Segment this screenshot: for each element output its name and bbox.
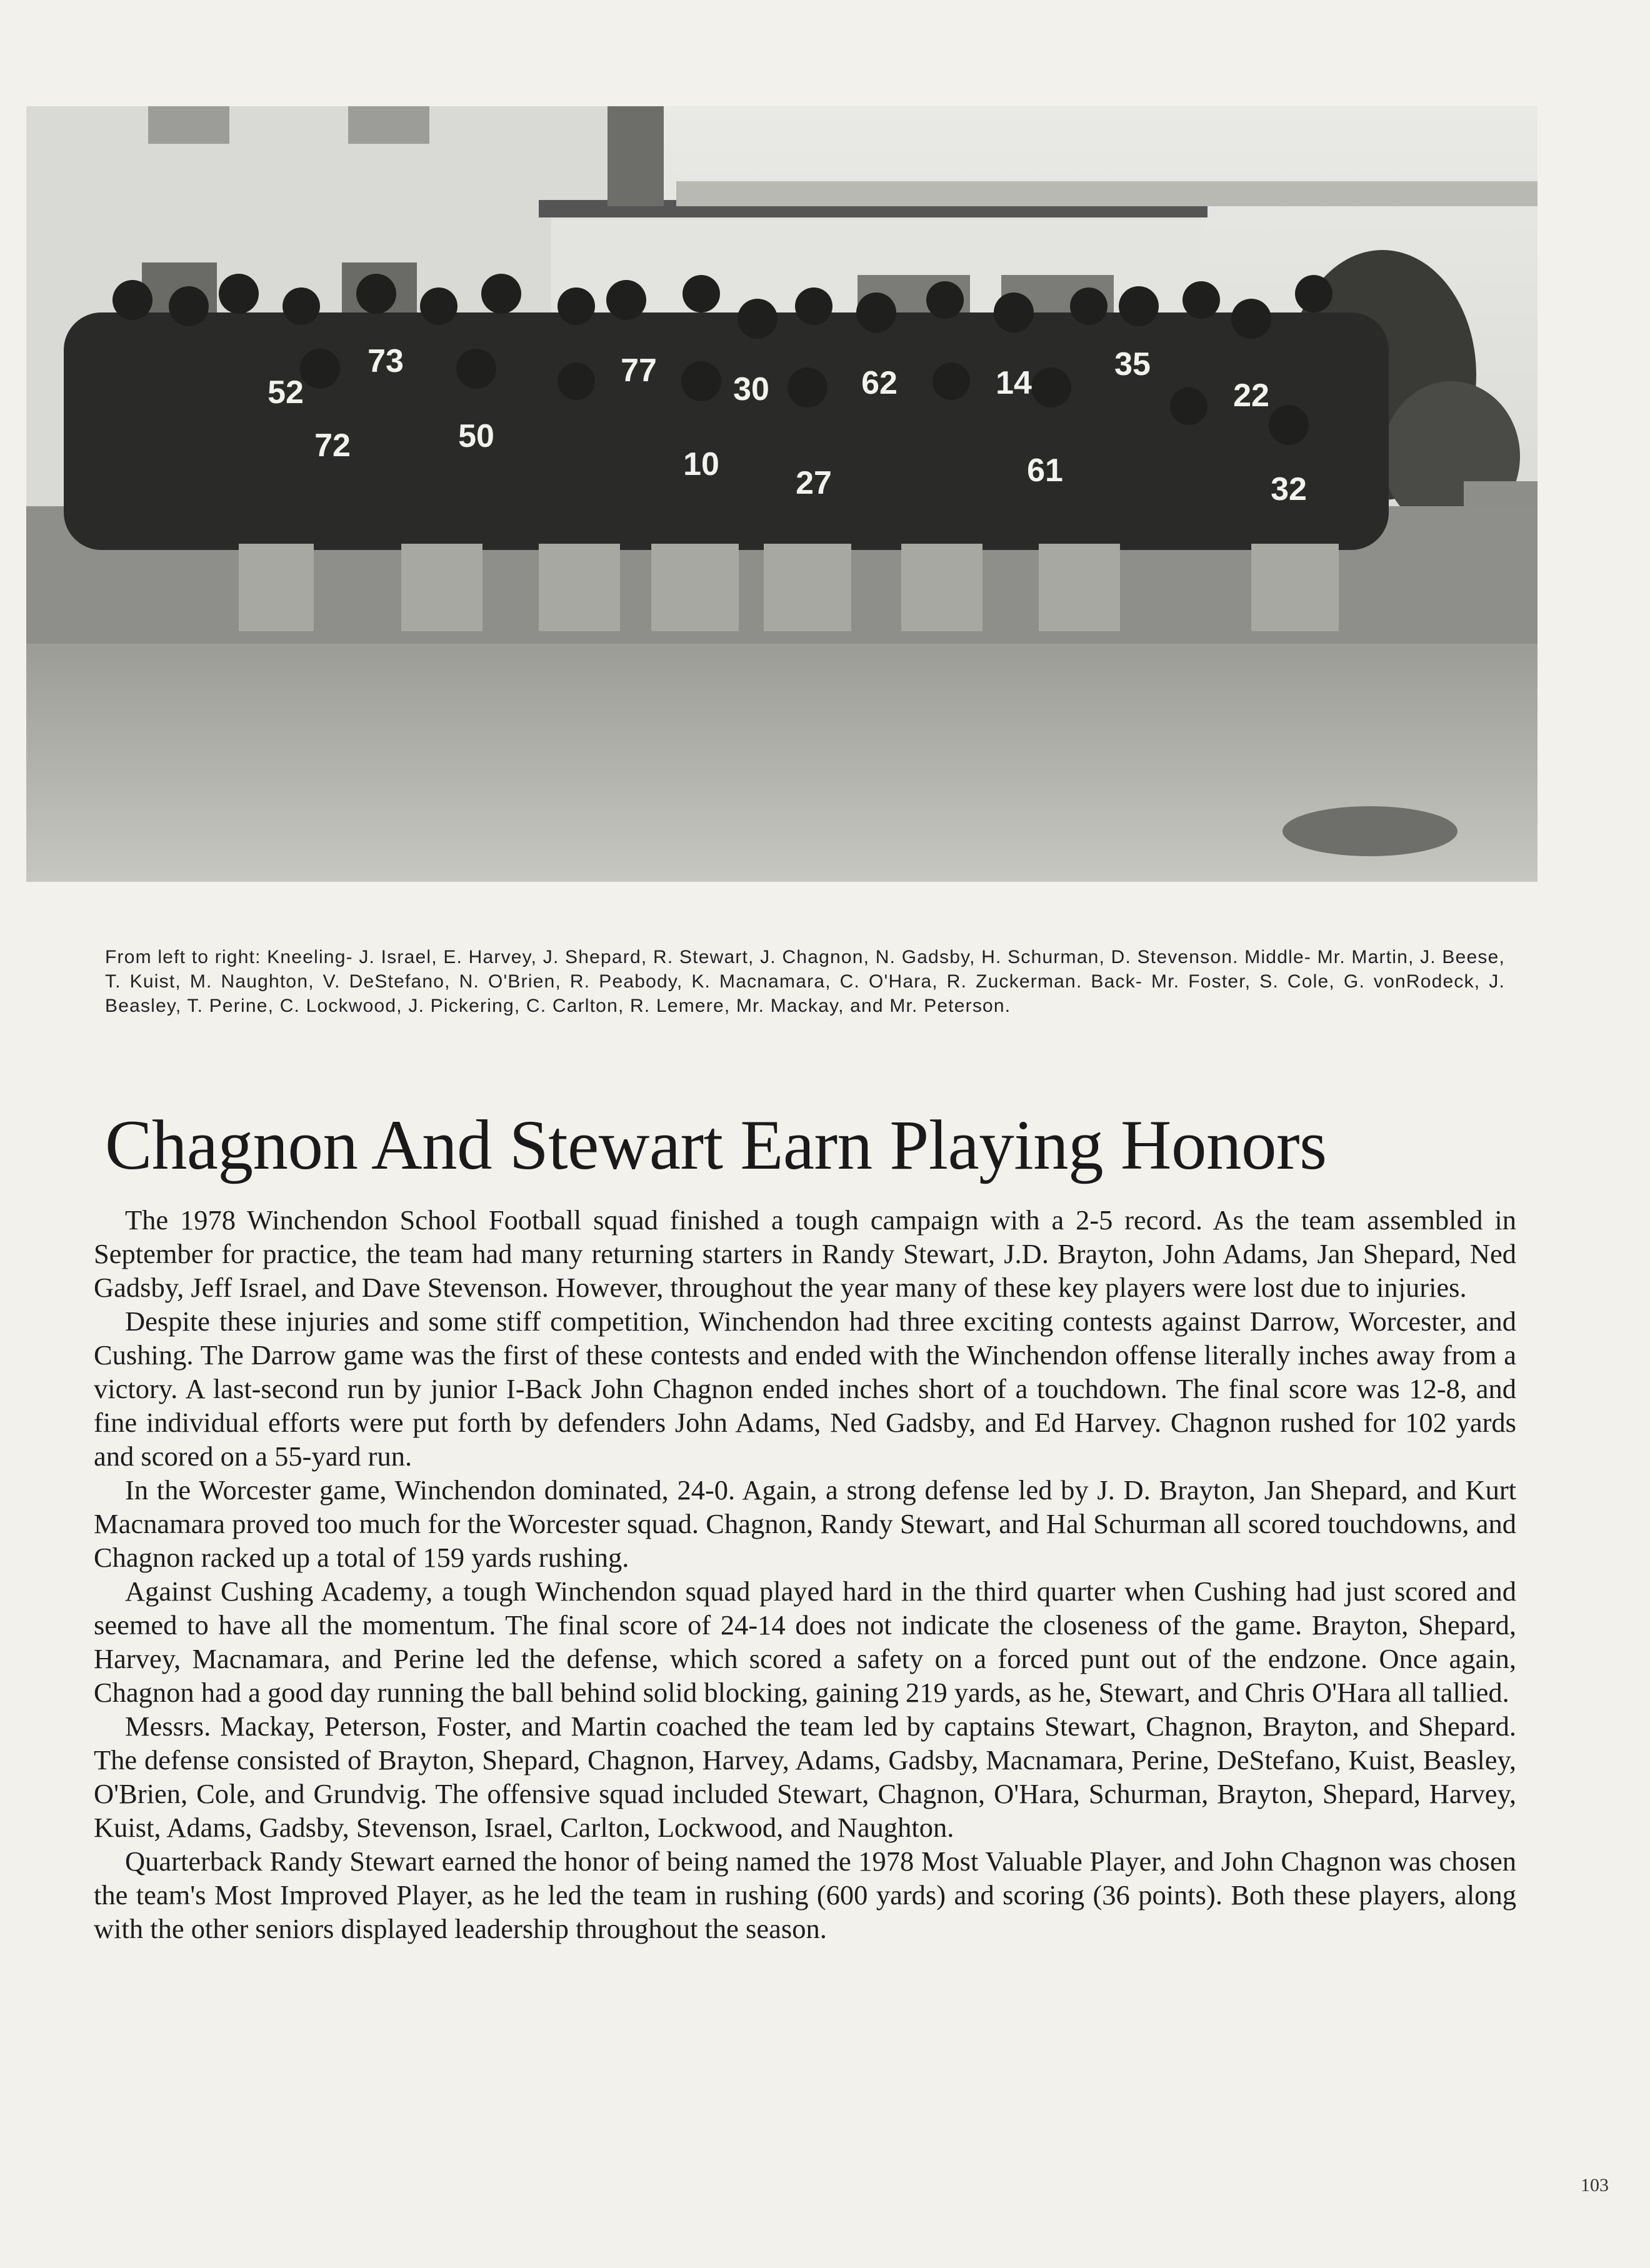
jersey-number: 32 xyxy=(1271,471,1307,507)
article-paragraph: Against Cushing Academy, a tough Winchendon squad played hard in the third quarter when Cushing had just scored and seemed to have all the momentum. The final score of 24-14 does not indicate the closeness of the game. Brayton, Shepard, Harvey, Macnamara, and Perine led the defense, which scored a safety on a forced punt out of the endzone. Once again, Chagnon had a good day running the ball behind solid blocking, gaining 219 yards, as he, Stewart, and Chris O'Hara all tallied. xyxy=(94,1576,1516,1708)
jersey-number: 73 xyxy=(368,343,404,379)
jersey-number: 10 xyxy=(683,446,719,482)
page-number: 103 xyxy=(1581,2175,1609,2196)
article-paragraph: Quarterback Randy Stewart earned the honor of being named the 1978 Most Valuable Player, and John Chagnon was chosen the team's Most Improved Player, as he led the team in rushing (600 yards) and scoring (36 points). Both these players, along with the other seniors displayed leadership throughout the season. xyxy=(94,1846,1516,1944)
jersey-number: 27 xyxy=(796,465,832,501)
jersey-number: 52 xyxy=(268,374,304,411)
article-paragraph: Despite these injuries and some stiff competition, Winchendon had three exciting contests against Darrow, Worcester, and Cushing. The Darrow game was the first of these contests and ended with the Winchendon offense literally inches away from a victory. A last-second run by junior I-Back John Chagnon ended inches short of a touchdown. The final score was 12-8, and fine individual efforts were put forth by defenders John Adams, Ned Gadsby, and Ed Harvey. Chagnon rushed for 102 yards and scored on a 55-yard run. xyxy=(94,1306,1516,1472)
jersey-number: 62 xyxy=(861,365,898,401)
team-photo-drawing xyxy=(26,106,1538,882)
article-paragraph: Messrs. Mackay, Peterson, Foster, and Martin coached the team led by captains Stewart, Chagnon, Brayton, and Shepard. The defense consisted of Brayton, Shepard, Chagnon, Harvey, Adams, Gadsby, Macnamara, Perine, DeStefano, Kuist, Beasley, O'Brien, Cole, and Grundvig. The offensive squad included Stewart, Chagnon, O'Hara, Schurman, Brayton, Shepard, Harvey, Kuist, Adams, Gadsby, Stevenson, Israel, Carlton, Lockwood, and Naughton. xyxy=(94,1711,1516,1843)
jersey-number: 77 xyxy=(621,352,657,389)
jersey-number: 14 xyxy=(996,365,1032,401)
jersey-number: 30 xyxy=(733,371,769,407)
jersey-number: 61 xyxy=(1027,452,1063,489)
article-headline: Chagnon And Stewart Earn Playing Honors xyxy=(105,1106,1327,1184)
article-paragraph: In the Worcester game, Winchendon dominated, 24-0. Again, a strong defense led by J. D. Brayton, Jan Shepard, and Kurt Macnamara proved too much for the Worcester squad. Chagnon, Randy Stewart, and Hal Schurman all scored touchdowns, and Chagnon racked up a total of 159 yards rushing. xyxy=(94,1474,1516,1573)
team-photo xyxy=(26,106,1538,882)
article-paragraph: The 1978 Winchendon School Football squad finished a tough campaign with a 2-5 record. As the team assembled in September for practice, the team had many returning starters in Randy Stewart, J.D. Brayton, John Adams, Jan Shepard, Ned Gadsby, Jeff Israel, and Dave Stevenson. However, throughout the year many of these key players were lost due to injuries. xyxy=(94,1204,1516,1303)
jersey-number: 72 xyxy=(314,427,351,464)
article-body xyxy=(94,1203,1516,1946)
jersey-number: 22 xyxy=(1233,377,1269,414)
jersey-number: 35 xyxy=(1114,346,1151,382)
photo-caption: From left to right: Kneeling- J. Israel, E. Harvey, J. Shepard, R. Stewart, J. Chagnon, N. Gadsby, H. Schurman, D. Stevenson. Middle- Mr. Martin, J. Beese, T. Kuist, M. Naughton, V. DeStefano, N. O'Brien, R. Peabody, K. Macnamara, C. O'Hara, R. Zuckerman. Back- Mr. Foster, S. Cole, G. vonRodeck, J. Beasley, T. Perine, C. Lockwood, J. Pickering, C. Carlton, R. Lemere, Mr. Mackay, and Mr. Peterson. xyxy=(105,947,1505,1016)
jersey-number: 50 xyxy=(458,418,494,454)
